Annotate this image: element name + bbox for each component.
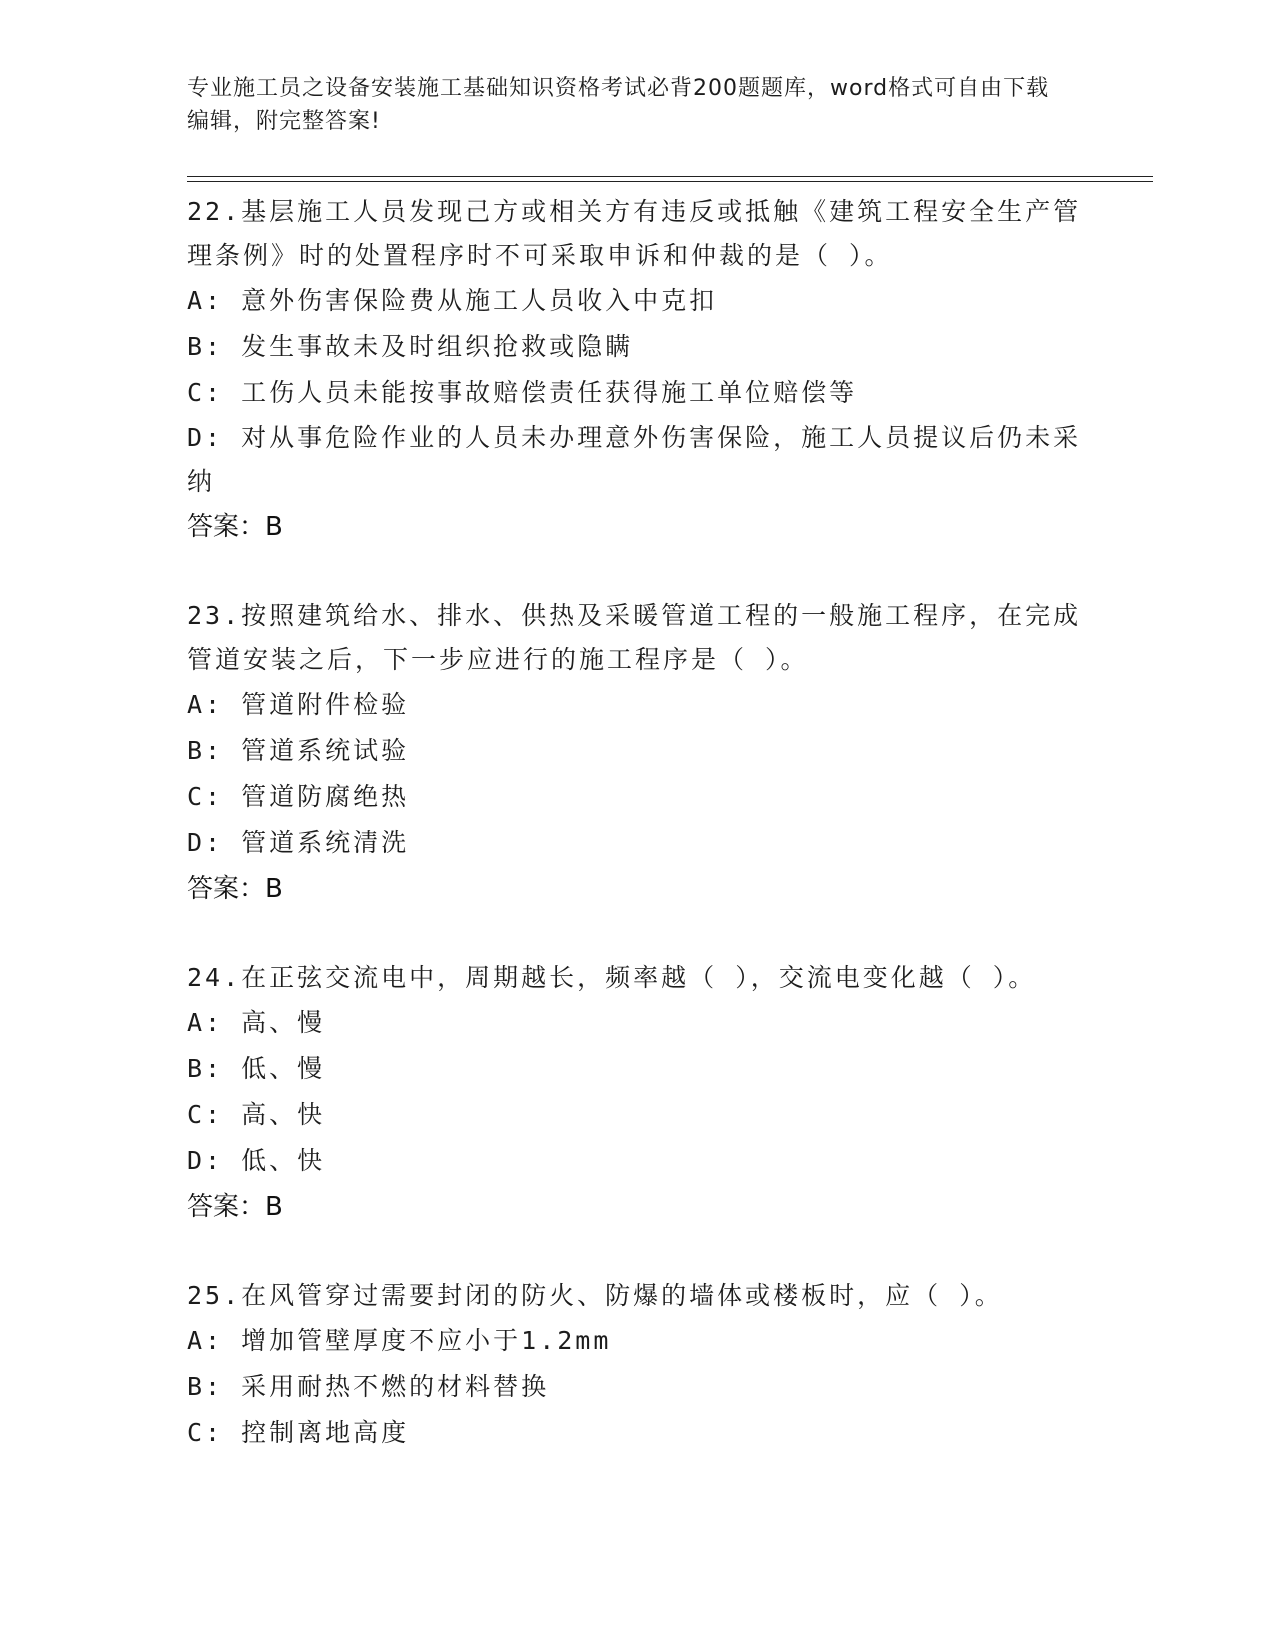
option-c: C: 管道防腐绝热 [187, 782, 410, 811]
option-d: D: 低、快 [187, 1146, 326, 1175]
option-d: D: 对从事危险作业的人员未办理意外伤害保险，施工人员提议后仍未采纳 [187, 423, 1082, 496]
answer-text: 答案：B [187, 1192, 283, 1222]
option-c: C: 高、快 [187, 1100, 326, 1129]
option-b: B: 采用耐热不燃的材料替换 [187, 1372, 550, 1401]
option-c: C: 工伤人员未能按事故赔偿责任获得施工单位赔偿等 [187, 378, 858, 407]
option-a: A: 高、慢 [187, 1008, 326, 1037]
header-divider-line [187, 176, 1153, 177]
question-list [187, 190, 1087, 1500]
question-stem: 22.基层施工人员发现己方或相关方有违反或抵触《建筑工程安全生产管理条例》时的处置程序时不可采取申诉和仲裁的是（ ）。 [187, 197, 1082, 270]
question-24 [187, 956, 1087, 1230]
answer-text: 答案：B [187, 874, 283, 904]
option-a: A: 意外伤害保险费从施工人员收入中克扣 [187, 286, 718, 315]
question-22 [187, 190, 1087, 550]
option-a: A: 增加管壁厚度不应小于1.2mm [187, 1326, 612, 1355]
option-c: C: 控制离地高度 [187, 1418, 410, 1447]
header-divider-line-secondary [187, 181, 1153, 182]
question-stem: 23.按照建筑给水、排水、供热及采暖管道工程的一般施工程序，在完成管道安装之后，下一步应进行的施工程序是（ ）。 [187, 601, 1082, 674]
question-stem: 24.在正弦交流电中，周期越长，频率越（ ），交流电变化越（ ）。 [187, 963, 1037, 992]
option-b: B: 低、慢 [187, 1054, 326, 1083]
page-header-text: 专业施工员之设备安装施工基础知识资格考试必背200题题库，word格式可自由下载编辑，附完整答案! [187, 76, 1050, 134]
question-stem: 25.在风管穿过需要封闭的防火、防爆的墙体或楼板时，应（ ）。 [187, 1281, 1003, 1310]
question-25 [187, 1274, 1087, 1456]
option-b: B: 管道系统试验 [187, 736, 410, 765]
question-23 [187, 594, 1087, 912]
option-a: A: 管道附件检验 [187, 690, 410, 719]
answer-text: 答案：B [187, 512, 283, 542]
option-b: B: 发生事故未及时组织抢救或隐瞒 [187, 332, 634, 361]
option-d: D: 管道系统清洗 [187, 828, 410, 857]
